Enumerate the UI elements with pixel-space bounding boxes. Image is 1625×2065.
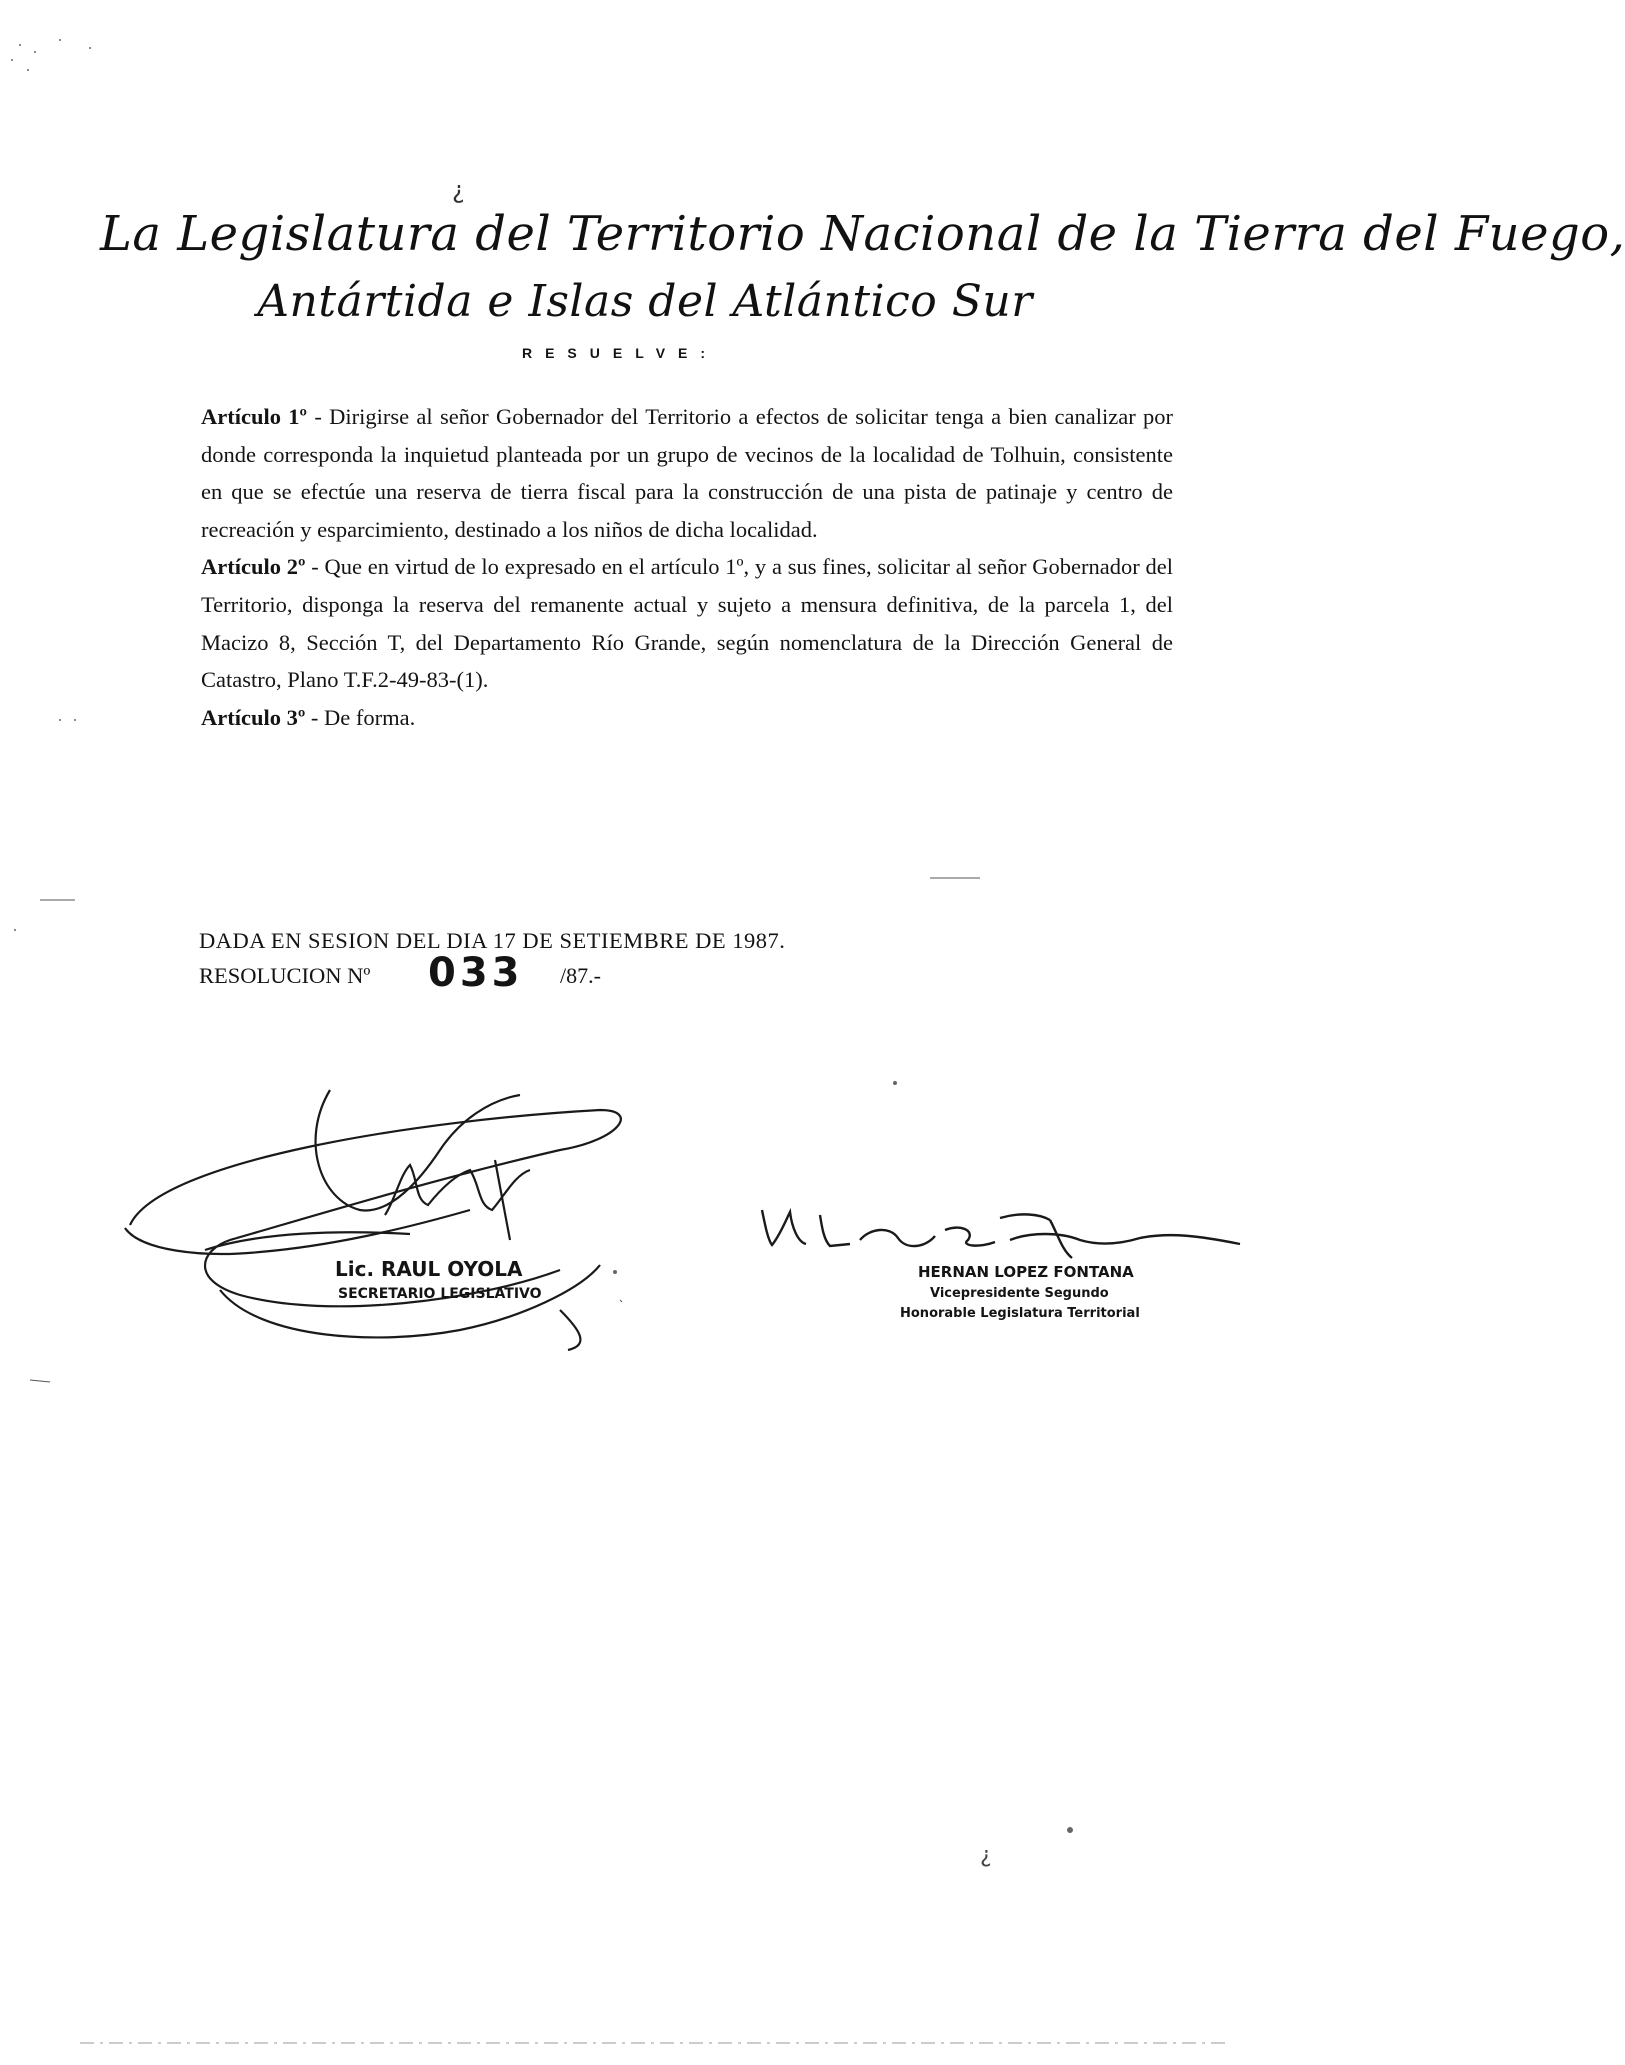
letterhead-line-1: La Legislatura del Territorio Nacional de la Tierra del Fuego, (100, 206, 1625, 262)
right-signer-org: Honorable Legislatura Territorial (900, 1306, 1140, 1321)
right-signer-role: Vicepresidente Segundo (930, 1286, 1109, 1301)
article-text: - Que en virtud de lo expresado en el artículo 1º, y a sus fines, solicitar al señor Gobernador del Territorio, disponga la reserva del remanente actual y sujeto a mensura definitiva, de la parcela 1, del Macizo 8, Sección T, del Departamento Río Grande, según nomenclatura de la Dirección General de Catastro, Plano T.F.2-49-83-(1). (201, 554, 1173, 693)
article-text: - De forma. (310, 704, 416, 730)
right-signature-scribble (762, 1210, 1240, 1258)
session-date: DADA EN SESION DEL DIA 17 DE SETIEMBRE DE 1987. (199, 928, 786, 953)
left-signer-name: Lic. RAUL OYOLA (335, 1257, 523, 1281)
article-text: - Dirigirse al señor Gobernador del Territorio a efectos de solicitar tenga a bien canalizar por donde corresponda la inquietud planteada por un grupo de vecinos de la localidad de Tolhuin, consistente en que se efectúe una reserva de tierra fiscal para la construcción de una pista de patinaje y centro de recreación y esparcimiento, destinado a los niños de dicha localidad. (201, 404, 1174, 542)
left-signature-scribble (125, 1090, 621, 1350)
left-signer-role: SECRETARIO LEGISLATIVO (338, 1286, 542, 1302)
right-signer-name: HERNAN LOPEZ FONTANA (918, 1263, 1134, 1281)
resolution-number: 033 (428, 950, 524, 996)
article-label: Artículo 3º (201, 704, 306, 730)
stray-mark: ¿ (452, 176, 465, 204)
letterhead-line-2: Antártida e Islas del Atlántico Sur (257, 276, 1033, 327)
scan-specks (11, 39, 1073, 1833)
stray-mark: ¿ (980, 1843, 992, 1868)
article-label: Artículo 2º (201, 554, 306, 580)
resuelve-heading: RESUELVE: (521, 345, 719, 361)
scan-artifacts (30, 878, 1230, 2043)
article-label: Artículo 1º (201, 404, 307, 429)
resolution-suffix: /87.- (560, 963, 601, 988)
resolution-label: RESOLUCION Nº (199, 963, 371, 988)
